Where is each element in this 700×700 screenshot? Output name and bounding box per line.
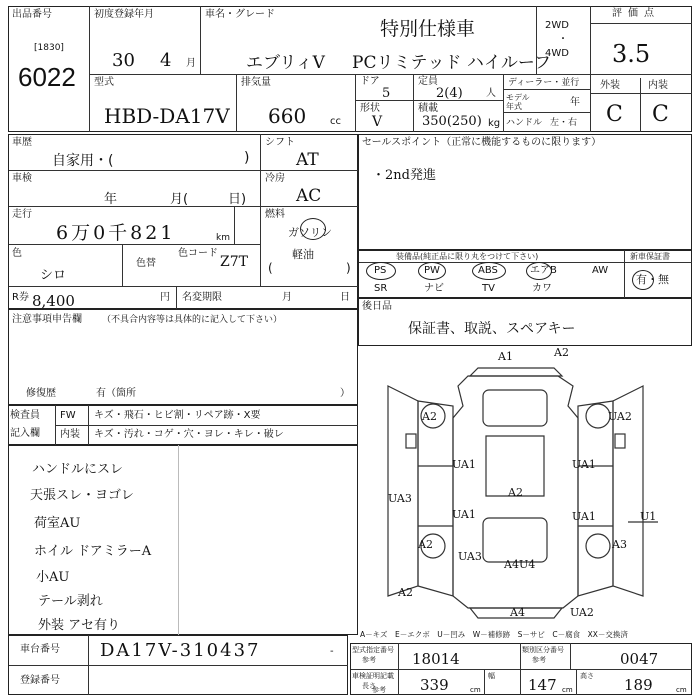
model-year-label: モデル年式: [506, 93, 530, 111]
remark-4: ホイル ドアミラーA: [34, 544, 152, 559]
mark-12: A3: [612, 538, 627, 551]
length-ref: 参考: [372, 686, 386, 694]
inspection-label: 車検: [12, 173, 32, 184]
capacity-unit: 人: [486, 88, 496, 99]
equip-tv[interactable]: TV: [482, 283, 495, 294]
model-grade-label: 車名・グレード: [205, 9, 275, 20]
shape-label: 形状: [360, 103, 380, 114]
recycle-label: R券: [12, 292, 29, 303]
length-sub: 長さ: [362, 682, 376, 690]
name-change-day: 日: [340, 292, 350, 303]
mark-10: U1: [640, 510, 657, 523]
after-label: 後日品: [362, 301, 392, 312]
reg-label: 車歴: [12, 137, 32, 148]
equip-airbag-circle: [526, 262, 552, 280]
first-reg-month: 4: [160, 50, 172, 71]
first-reg-label: 初度登録年月: [94, 9, 154, 20]
interior-grade: C: [652, 102, 669, 127]
mark-14: A4U4: [504, 558, 536, 571]
displacement-label: 排気量: [241, 77, 271, 88]
color-code-label: 色コード: [178, 248, 218, 259]
approval-value: 18014: [412, 650, 460, 668]
height-label: 高さ: [580, 672, 594, 680]
remark-7: 外装 アセ有り: [38, 618, 121, 633]
sales-point-1: ・2nd発進: [372, 168, 436, 183]
mark-13: UA3: [458, 550, 482, 563]
remark-5: 小AU: [36, 570, 70, 585]
chassis-label: 車台番号: [20, 644, 60, 655]
chassis-close: -: [330, 646, 334, 657]
equip-abs-circle: [472, 262, 506, 280]
color-label: 色: [12, 248, 22, 259]
width-label: 幅: [488, 672, 495, 680]
class-value: 0047: [620, 650, 659, 668]
chassis-value: DA17V-310437: [100, 640, 261, 661]
fuel-gas: ガソリン: [288, 226, 332, 239]
repair-close: ）: [340, 388, 350, 399]
doors-value: 5: [382, 86, 391, 101]
recycle-amount: 8,400: [32, 292, 75, 310]
equip-pw[interactable]: PW: [424, 265, 440, 276]
class-label: 類別区分番号: [522, 646, 564, 654]
height-unit: cm: [676, 686, 687, 694]
mark-15: A4: [510, 606, 525, 619]
interior-row-label: 内装: [60, 429, 80, 440]
doors-label: ドア: [360, 76, 380, 87]
exterior-label: 外装: [600, 80, 620, 91]
mark-4: UA1: [452, 458, 476, 471]
equipment-label: 装備品(純正品に限り丸をつけて下さい): [396, 252, 539, 261]
new-car-label: 新車保証書: [630, 252, 670, 261]
equip-leather[interactable]: カワ: [532, 283, 552, 294]
remark-3: 荷室AU: [34, 516, 81, 531]
repair-label: 修復歴: [26, 388, 56, 399]
car-damage-diagram: [358, 346, 692, 628]
color-change-label: 色替: [136, 258, 156, 269]
score-value: 3.5: [612, 40, 651, 68]
class-ref: 参考: [532, 656, 546, 664]
grade: PCリミテッド ハイルーフ: [352, 53, 551, 73]
load-unit: kg: [488, 118, 501, 129]
lot-sub: [1830]: [34, 43, 64, 53]
fuel-diesel: 軽油: [292, 248, 314, 261]
remark-6: テール剥れ: [38, 594, 103, 609]
color-code-value: Z7T: [220, 254, 248, 270]
width-unit: cm: [562, 686, 573, 694]
fuel-gas-circle: [300, 218, 326, 240]
ac-label: 冷房: [265, 173, 285, 184]
notes-label: 注意事項申告欄: [12, 314, 82, 325]
approval-ref: 参考: [362, 656, 376, 664]
equip-ps-circle: [366, 262, 396, 280]
equip-pw-circle: [418, 262, 446, 280]
warranty-circle: [632, 270, 654, 290]
mark-6: UA3: [388, 492, 412, 505]
mark-1: A1: [498, 350, 513, 363]
color-value: シロ: [40, 268, 67, 283]
drive-4wd: 4WD: [545, 48, 569, 59]
fw-items: キズ・飛石・ヒビ割・リペア跡・X要: [94, 410, 261, 421]
first-reg-month-unit: 月: [186, 58, 196, 69]
warranty-options: 有・無: [636, 273, 669, 286]
mark-5: UA1: [572, 458, 596, 471]
remark-1: ハンドルにスレ: [32, 462, 124, 477]
recycle-unit: 円: [160, 292, 170, 303]
reg-value: 自家用・(: [52, 153, 114, 169]
equip-airbag[interactable]: エアB: [530, 265, 557, 276]
repair-value: 有（箇所: [96, 388, 136, 399]
drive-2wd: 2WD: [545, 20, 569, 31]
equip-ps[interactable]: PS: [374, 265, 387, 276]
record-label: 記入欄: [10, 428, 40, 439]
score-label: 評価点: [612, 8, 660, 19]
dealer-label: ディーラー・並行: [508, 78, 580, 88]
remark-2: 天張スレ・ヨゴレ: [30, 488, 135, 503]
mark-16: UA2: [570, 606, 594, 619]
fuel-label: 燃料: [265, 209, 285, 220]
sales-label: セールスポイント（正常に機能するものに限ります）: [362, 137, 602, 148]
mark-7: UA1: [452, 508, 476, 521]
first-reg-year: 30: [112, 50, 135, 71]
name-change-month: 月: [282, 292, 292, 303]
mileage-value: 6万0千821: [56, 222, 176, 244]
reg-close: ): [244, 150, 250, 166]
capacity-label: 定員: [418, 76, 438, 87]
length-label: 車検証明記載: [352, 672, 394, 680]
after-items: 保証書、取説、スペアキー: [408, 321, 576, 337]
car-name: エブリィV: [246, 53, 325, 73]
equip-abs[interactable]: ABS: [478, 265, 498, 276]
load-value: 350(250): [422, 114, 482, 129]
mileage-unit: km: [216, 233, 230, 243]
exterior-grade: C: [606, 102, 623, 127]
equip-navi[interactable]: ナビ: [424, 283, 444, 294]
shift-value: AT: [296, 150, 319, 170]
lot-number: 6022: [18, 62, 76, 92]
capacity-value: 2(4): [436, 86, 463, 101]
displacement-value: 660: [268, 104, 307, 128]
interior-items: キズ・汚れ・コゲ・穴・ヨレ・キレ・破レ: [94, 429, 284, 440]
shift-label: シフト: [265, 137, 295, 148]
handle-options: 左・右: [550, 118, 578, 128]
inspection-year: 年: [104, 192, 118, 207]
mileage-label: 走行: [12, 209, 32, 220]
drive-sep: ・: [558, 34, 568, 45]
name-change-label: 名変期限: [182, 292, 222, 303]
mark-2: A2: [554, 346, 569, 359]
height-value: 189: [624, 676, 653, 694]
mark-9: UA1: [572, 510, 596, 523]
lot-label: 出品番号: [12, 9, 52, 20]
model-code: HBD-DA17V: [104, 104, 230, 128]
fw-label: FW: [60, 410, 76, 421]
handle-label: ハンドル: [506, 118, 543, 128]
inspection-month: 月(: [170, 192, 189, 207]
reg-num-label: 登録番号: [20, 675, 60, 686]
mark-11: UA2: [608, 410, 632, 423]
special-spec: 特別仕様車: [380, 18, 476, 40]
mark-8: A2: [508, 486, 523, 499]
inspector-label: 検査員: [10, 410, 40, 421]
equip-aw[interactable]: AW: [592, 265, 609, 276]
ac-value: AC: [296, 186, 322, 206]
inspection-day: 日): [228, 192, 247, 207]
interior-label: 内装: [648, 80, 668, 91]
sales-block: [358, 134, 692, 250]
approval-label: 型式指定番号: [352, 646, 394, 654]
model-year-unit: 年: [570, 97, 580, 108]
displacement-unit: cc: [330, 116, 341, 127]
length-unit: cm: [470, 686, 481, 694]
load-label: 積載: [418, 103, 438, 114]
notes-hint: （不具合内容等は具体的に記入して下さい）: [102, 315, 283, 325]
length-value: 339: [420, 676, 449, 694]
mark-17: A2: [418, 538, 433, 551]
width-value: 147: [528, 676, 557, 694]
equip-sr[interactable]: SR: [374, 283, 388, 294]
damage-legend: A－キズ E－エクボ U－凹み W－補修跡 S－サビ C－腐食 XX－交換済: [360, 630, 628, 639]
shape-value: V: [372, 114, 383, 130]
mark-18: A2: [398, 586, 413, 599]
mark-3: A2: [422, 410, 437, 423]
type-label: 型式: [94, 77, 114, 88]
